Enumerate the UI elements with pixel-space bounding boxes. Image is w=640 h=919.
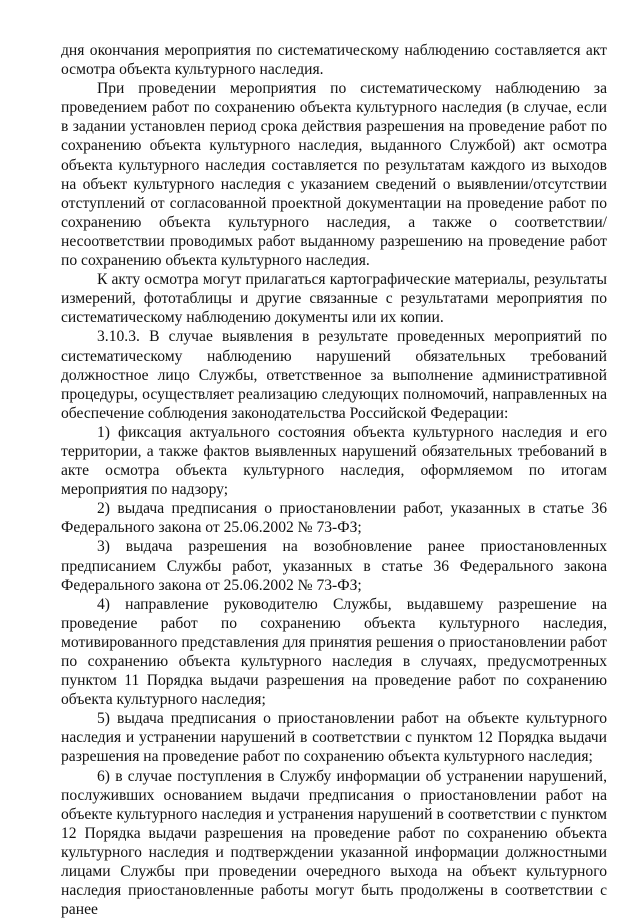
list-item-2: 2) выдача предписания о приостановлении работ, указанных в статье 36 Федерального закона от 25.06.2002 № 73-ФЗ; bbox=[61, 500, 607, 537]
list-item-6: 6) в случае поступления в Службу информации об устранении нарушений, послуживших основанием выдачи предписания о приостановлении работ на объекте культурного наследия и устранения нарушений в соответствии с пунктом 12 Порядка выдачи разрешения на проведение работ по сохранению объекта культурного наследия и подтверждении указанной информации должностными лицами Службы при проведении очередного выхода на объект культурного наследия приостановленные работы могут быть продолжены в соответствии с ранее bbox=[61, 767, 607, 919]
list-item-4: 4) направление руководителю Службы, выдавшему разрешение на проведение работ по сохранению объекта культурного наследия, мотивированного представления для принятия решения о приостановлении работ по сохранению объекта культурного наследия в случаях, предусмотренных пунктом 11 Порядка выдачи разрешения на проведение работ по сохранению объекта культурного наследия; bbox=[61, 595, 607, 709]
document-page bbox=[61, 41, 607, 919]
list-item-3: 3) выдача разрешения на возобновление ранее приостановленных предписанием Службы работ, указанных в статье 36 Федерального закона Федерального закона от 25.06.2002 № 73-ФЗ; bbox=[61, 538, 607, 594]
list-item-1: 1) фиксация актуального состояния объекта культурного наследия и его территории, а также фактов выявленных нарушений обязательных требований в акте осмотра объекта культурного наследия, оформляемом по итогам мероприятия по надзору; bbox=[61, 423, 607, 499]
list-item-5: 5) выдача предписания о приостановлении работ на объекте культурного наследия и устранении нарушений в соответствии с пунктом 12 Порядка выдачи разрешения на проведение работ по сохранению объекта культурного наследия; bbox=[61, 710, 607, 766]
paragraph-3-10-3: 3.10.3. В случае выявления в результате проведенных мероприятий по систематическому наблюдению нарушений обязательных требований должностное лицо Службы, ответственное за выполнение административной процедуры, осуществляет реализацию следующих полномочий, направленных на обеспечение соблюдения законодательства Российской Федерации: bbox=[61, 328, 607, 422]
paragraph-attachments: К акту осмотра могут прилагаться картографические материалы, результаты измерений, фототаблицы и другие связанные с результатами мероприятия по систематическому наблюдению документы или их копии. bbox=[61, 271, 607, 327]
paragraph-act-inspection: При проведении мероприятия по систематическому наблюдению за проведением работ по сохранению объекта культурного наследия (в случае, если в задании установлен период срока действия разрешения на проведение работ по сохранению объекта культурного наследия, выданного Службой) акт осмотра объекта культурного наследия составляется по результатам каждого из выходов на объект культурного наследия с указанием сведений о выявлении/отсутствии отступлений от согласованной проектной документации на проведение работ по сохранению объекта культурного наследия, а также о соответствии/несоответствии проводимых работ выданному разрешению на проведение работ по сохранению объекта культурного наследия. bbox=[61, 80, 607, 270]
paragraph-continuation: дня окончания мероприятия по систематическому наблюдению составляется акт осмотра объекта культурного наследия. bbox=[61, 42, 607, 79]
